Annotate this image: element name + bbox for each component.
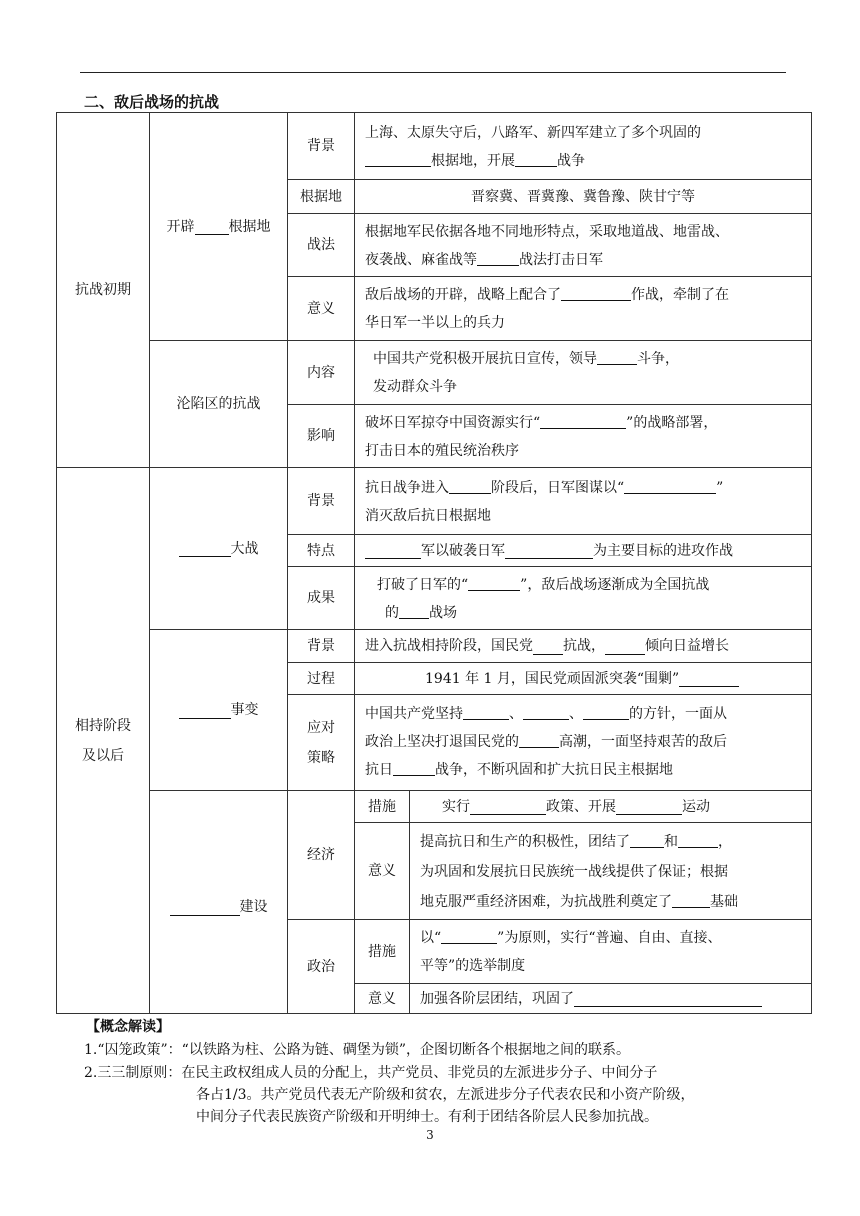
label-economy: 经济 (287, 790, 355, 920)
label-incident-background: 背景 (287, 629, 355, 663)
cell-economy-significance: 提高抗日和生产的积极性，团结了 和 ， 为巩固和发展抗日民族统一战线提供了保证；根据 地克服严重经济困难，为抗战胜利奠定了 基础 (409, 822, 812, 920)
label-results: 成果 (287, 566, 355, 630)
concept-title: 【概念解读】 (86, 1019, 170, 1035)
concept-line-2: 2.三三制原则：在民主政权组成人员的分配上，共产党员、非党员的左派进步分子、中间分子 (84, 1065, 658, 1081)
label-response: 应对 策略 (287, 694, 355, 791)
label-impact: 影响 (287, 404, 355, 468)
label-features: 特点 (287, 534, 355, 567)
cell-significance: 敌后战场的开辟，战略上配合了 作战，牵制了在 华日军一半以上的兵力 (354, 276, 812, 341)
label-eco-significance: 意义 (354, 822, 410, 920)
concept-line-3: 各占1/3。共产党员代表无产阶级和贫农，左派进步分子代表农民和小资产阶级， (196, 1087, 695, 1103)
cell-battle-background: 抗日战争进入 阶段后，日军图谋以“ ” 消灭敌后抗日根据地 (354, 467, 812, 535)
period-early: 抗战初期 (56, 112, 150, 468)
cell-bases-list: 晋察冀、晋冀豫、冀鲁豫、陕甘宁等 (354, 179, 812, 214)
concept-line-1: 1.“囚笼政策”：“以铁路为柱、公路为链、碉堡为锁”，企图切断各个根据地之间的联系。 (84, 1042, 630, 1058)
label-significance: 意义 (287, 276, 355, 341)
label-eco-measures: 措施 (354, 790, 410, 823)
cell-occupied-impact: 破坏日军掠夺中国资源实行“ ”的战略部署， 打击日本的殖民统治秩序 (354, 404, 812, 468)
cell-incident-process: 1941 年 1 月，国民党顽固派突袭“围剿” (354, 662, 812, 695)
topic-occupied: 沦陷区的抗战 (149, 340, 288, 468)
label-content: 内容 (287, 340, 355, 405)
topic-incident: 事变 (149, 629, 288, 791)
cell-politics-measures: 以“ ”为原则，实行“普遍、自由、直接、 平等”的选举制度 (409, 919, 812, 984)
label-bases: 根据地 (287, 179, 355, 214)
cell-politics-significance: 加强各阶层团结，巩固了 (409, 983, 812, 1014)
period-stalemate: 相持阶段 及以后 (56, 467, 150, 1014)
topic-battle: 大战 (149, 467, 288, 630)
topic-open-bases: 开辟 根据地 (149, 112, 288, 341)
page-number: 3 (426, 1128, 434, 1142)
label-battle-background: 背景 (287, 467, 355, 535)
cell-occupied-content: 中国共产党积极开展抗日宣传，领导 斗争， 发动群众斗争 (354, 340, 812, 405)
label-pol-significance: 意义 (354, 983, 410, 1014)
cell-open-background: 上海、太原失守后，八路军、新四军建立了多个巩固的 根据地，开展 战争 (354, 112, 812, 180)
cell-battle-features: 军以破袭日军 为主要目标的进攻作战 (354, 534, 812, 567)
label-process: 过程 (287, 662, 355, 695)
concept-line-4: 中间分子代表民族资产阶级和开明绅士。有利于团结各阶层人民参加抗战。 (196, 1109, 658, 1125)
topic-build: 建设 (149, 790, 288, 1014)
cell-economy-measures: 实行 政策、开展 运动 (409, 790, 812, 823)
cell-incident-response: 中国共产党坚持 、 、 的方针，一面从 政治上坚决打退国民党的 高潮，一面坚持艰苦的敌后 抗日 战争，不断巩固和扩大抗日民主根据地 (354, 694, 812, 791)
label-tactics: 战法 (287, 213, 355, 277)
label-background: 背景 (287, 112, 355, 180)
cell-incident-background: 进入抗战相持阶段，国民党 抗战， 倾向日益增长 (354, 629, 812, 663)
header-rule (80, 72, 786, 73)
section-title: 二、敌后战场的抗战 (84, 93, 220, 111)
label-pol-measures: 措施 (354, 919, 410, 984)
cell-battle-results: 打破了日军的“ ”，敌后战场逐渐成为全国抗战 的 战场 (354, 566, 812, 630)
cell-tactics: 根据地军民依据各地不同地形特点，采取地道战、地雷战、 夜袭战、麻雀战等 战法打击日军 (354, 213, 812, 277)
label-politics: 政治 (287, 919, 355, 1014)
